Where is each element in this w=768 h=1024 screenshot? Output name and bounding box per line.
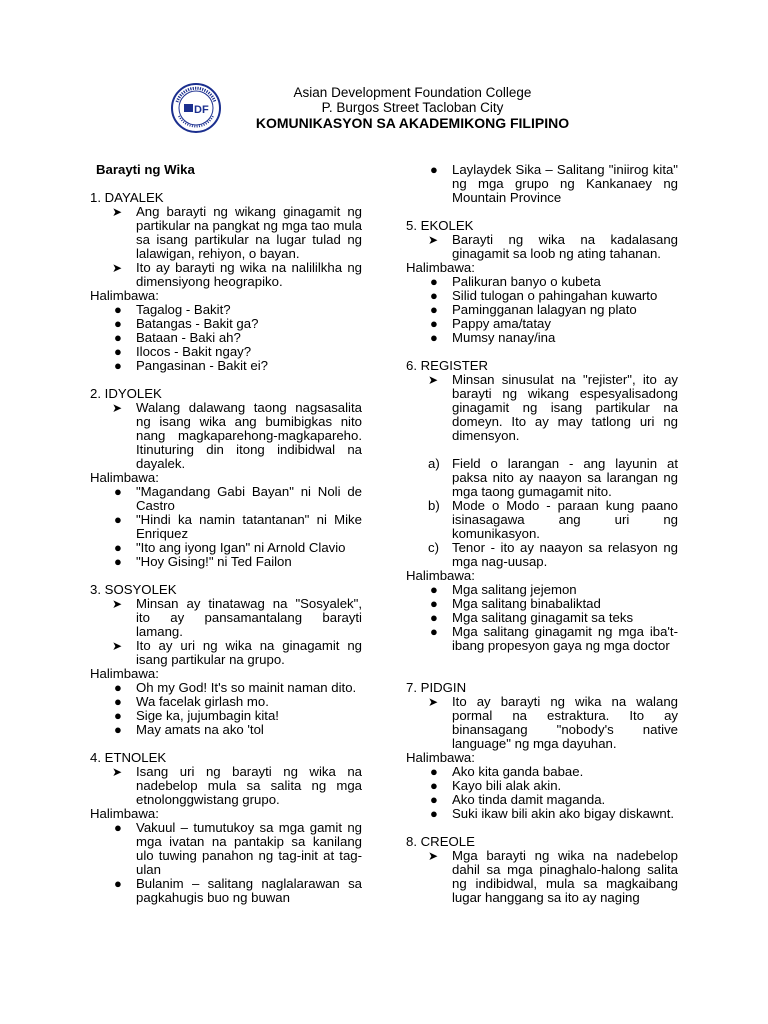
- bullet-icon: ●: [430, 596, 438, 611]
- definition-item: ➤ Barayti ng wika na kadalasang ginagamit sa loob ng ating tahanan.: [428, 232, 678, 261]
- examples-label: Halimbawa:: [406, 260, 475, 275]
- section-dayalek: [90, 191, 362, 373]
- bullet-icon: ●: [430, 792, 438, 807]
- example-item: ● "Ito ang iyong Igan" ni Arnold Clavio: [114, 540, 346, 555]
- definition-list: [90, 205, 362, 289]
- bullet-icon: ●: [430, 330, 438, 345]
- bullet-icon: ●: [114, 694, 122, 709]
- examples-list: [406, 765, 678, 821]
- examples-list: [406, 583, 678, 653]
- left-column: [90, 163, 362, 905]
- document-header: [230, 85, 595, 131]
- examples-label: Halimbawa:: [90, 666, 159, 681]
- definition-item: ➤ Ito ay barayti ng wika na nalililkha ng dimensiyong heograpiko.: [112, 260, 362, 289]
- arrow-bullet-icon: ➤: [112, 597, 123, 611]
- college-name: Asian Development Foundation College: [293, 85, 532, 100]
- definition-list: [406, 373, 678, 443]
- section-title: 2. IDYOLEK: [90, 386, 162, 401]
- examples-label: Halimbawa:: [90, 288, 159, 303]
- dimensions-list: [406, 457, 678, 569]
- example-item: ● Pappy ama/tatay: [430, 316, 551, 331]
- arrow-bullet-icon: ➤: [112, 401, 123, 415]
- definition-item: ➤ Walang dalawang taong nagsasalita ng isang wika ang bumibigkas nito nang magkaparehong-magkapareho. Itinuturing din itong indibidwal na dayalek.: [112, 400, 362, 471]
- example-item: ● Bataan - Baki ah?: [114, 330, 241, 345]
- svg-text:DF: DF: [194, 104, 209, 116]
- section-idyolek: [90, 387, 362, 569]
- example-item: ● Ilocos - Bakit ngay?: [114, 344, 252, 359]
- bullet-icon: ●: [430, 610, 438, 625]
- bullet-icon: ●: [114, 540, 122, 555]
- example-item: ● Bulanim – salitang naglalarawan sa pagkahugis buo ng buwan: [114, 876, 362, 905]
- example-item: ● Mga salitang ginagamit ng mga iba't-ibang propesyon gaya ng mga doctor: [430, 624, 678, 653]
- bullet-icon: ●: [114, 820, 122, 835]
- example-item: ● Mga salitang ginagamit sa teks: [430, 610, 634, 625]
- bullet-icon: ●: [430, 806, 438, 821]
- bullet-icon: ●: [430, 764, 438, 779]
- example-item: ● Palikuran banyo o kubeta: [430, 274, 601, 289]
- bullet-icon: ●: [114, 722, 122, 737]
- example-item: ● Ako kita ganda babae.: [430, 764, 584, 779]
- definition-item: ➤ Minsan ay tinatawag na "Sosyalek", ito ay pansamantalang barayti lamang.: [112, 596, 362, 639]
- bullet-icon: ●: [114, 316, 122, 331]
- bullet-icon: ●: [114, 708, 122, 723]
- section-creole: [406, 835, 678, 905]
- examples-label: Halimbawa:: [406, 750, 475, 765]
- college-seal-logo: [170, 82, 222, 134]
- examples-label: Halimbawa:: [90, 806, 159, 821]
- definition-item: ➤ Mga barayti ng wika na nadebelop dahil sa mga pinaghalo-halong salita ng indibidwal, mula sa magkaibang lugar hanggang sa ito ay naging: [428, 848, 678, 905]
- right-column: [406, 163, 678, 905]
- example-item: ● Kayo bili alak akin.: [430, 778, 562, 793]
- bullet-icon: ●: [114, 358, 122, 373]
- bullet-icon: ●: [430, 624, 438, 639]
- arrow-bullet-icon: ➤: [112, 639, 123, 653]
- examples-list: [90, 681, 362, 737]
- section-pidgin: [406, 681, 678, 821]
- college-address: P. Burgos Street Tacloban City: [321, 100, 504, 115]
- dimension-item: c) Tenor - ito ay naayon sa relasyon ng mga nag-uusap.: [428, 540, 678, 569]
- bullet-icon: ●: [430, 288, 438, 303]
- example-item: ● Suki ikaw bili akin ako bigay diskawnt.: [430, 806, 675, 821]
- example-item: ● Pamingganan lalagyan ng plato: [430, 302, 637, 317]
- example-item: ● Mga salitang jejemon: [430, 582, 577, 597]
- section-ekolek: [406, 219, 678, 345]
- example-item: ● "Magandang Gabi Bayan" ni Noli de Castro: [114, 484, 362, 513]
- section-title: 1. DAYALEK: [90, 190, 164, 205]
- definition-item: ➤ Ito ay uri ng wika na ginagamit ng isang partikular na grupo.: [112, 638, 362, 667]
- bullet-icon: ●: [114, 330, 122, 345]
- example-item: ● "Hoy Gising!" ni Ted Failon: [114, 554, 292, 569]
- section-title: 6. REGISTER: [406, 358, 489, 373]
- dimension-item: a) Field o larangan - ang layunin at paksa nito ay naayon sa larangan ng mga taong gumagamit nito.: [428, 456, 678, 499]
- examples-label: Halimbawa:: [406, 568, 475, 583]
- arrow-bullet-icon: ➤: [428, 849, 439, 863]
- example-item: ● Oh my God! It's so mainit naman dito.: [114, 680, 357, 695]
- definition-list: [90, 401, 362, 471]
- bullet-icon: ●: [114, 680, 122, 695]
- example-item: ● "Hindi ka namin tatantanan" ni Mike Enriquez: [114, 512, 362, 541]
- examples-list: [90, 821, 362, 905]
- bullet-icon: ●: [430, 582, 438, 597]
- definition-list: [90, 597, 362, 667]
- section-etnolek-continued: [406, 163, 678, 205]
- examples-list: [406, 275, 678, 345]
- section-title: 5. EKOLEK: [406, 218, 474, 233]
- arrow-bullet-icon: ➤: [112, 765, 123, 779]
- arrow-bullet-icon: ➤: [112, 261, 123, 275]
- example-item: ● Tagalog - Bakit?: [114, 302, 231, 317]
- arrow-bullet-icon: ➤: [112, 205, 123, 219]
- bullet-icon: ●: [114, 512, 122, 527]
- document-title: Barayti ng Wika: [96, 162, 195, 177]
- section-register: [406, 359, 678, 653]
- arrow-bullet-icon: ➤: [428, 373, 439, 387]
- section-sosyolek: [90, 583, 362, 737]
- examples-list: [406, 163, 678, 205]
- section-title: 4. ETNOLEK: [90, 750, 167, 765]
- arrow-bullet-icon: ➤: [428, 233, 439, 247]
- example-item: ● Mumsy nanay/ina: [430, 330, 556, 345]
- examples-label: Halimbawa:: [90, 470, 159, 485]
- bullet-icon: ●: [114, 876, 122, 891]
- example-item: ● Vakuul – tumutukoy sa mga gamit ng mga ivatan na pantakip sa kanilang ulo tuwing panahon ng tag-init at tag-ulan: [114, 820, 362, 877]
- example-item: ● Laylaydek Sika – Salitang "iniirog kita" ng mga grupo ng Kankanaey ng Mountain Province: [430, 162, 678, 205]
- example-item: ● Pangasinan - Bakit ei?: [114, 358, 268, 373]
- section-title: 8. CREOLE: [406, 834, 475, 849]
- examples-list: [90, 303, 362, 373]
- example-item: ● Wa facelak girlash mo.: [114, 694, 269, 709]
- bullet-icon: ●: [114, 484, 122, 499]
- bullet-icon: ●: [430, 162, 438, 177]
- section-title: 7. PIDGIN: [406, 680, 467, 695]
- example-item: ● Batangas - Bakit ga?: [114, 316, 259, 331]
- example-item: ● Silid tulogan o pahingahan kuwarto: [430, 288, 658, 303]
- examples-list: [90, 485, 362, 569]
- example-item: ● Mga salitang binabaliktad: [430, 596, 601, 611]
- arrow-bullet-icon: ➤: [428, 695, 439, 709]
- section-title: 3. SOSYOLEK: [90, 582, 177, 597]
- bullet-icon: ●: [114, 554, 122, 569]
- dimension-item: b) Mode o Modo - paraan kung paano isinasagawa ang uri ng komunikasyon.: [428, 498, 678, 541]
- bullet-icon: ●: [430, 302, 438, 317]
- definition-item: ➤ Isang uri ng barayti ng wika na nadebelop mula sa salita ng mga etnolonggwistang grupo.: [112, 764, 362, 807]
- definition-item: ➤ Ito ay barayti ng wika na walang pormal na estraktura. Ito ay binansagang "nobody's native language" ng mga dayuhan.: [428, 694, 678, 751]
- definition-list: [90, 765, 362, 807]
- bullet-icon: ●: [430, 274, 438, 289]
- definition-list: [406, 849, 678, 905]
- example-item: ● Ako tinda damit maganda.: [430, 792, 606, 807]
- definition-item: ➤ Ang barayti ng wikang ginagamit ng partikular na pangkat ng mga tao mula sa isang partikular na lugar tulad ng lalawigan, rehiyon, o bayan.: [112, 204, 362, 261]
- course-title: KOMUNIKASYON SA AKADEMIKONG FILIPINO: [255, 115, 570, 131]
- bullet-icon: ●: [430, 316, 438, 331]
- bullet-icon: ●: [114, 302, 122, 317]
- example-item: ● Sige ka, jujumbagin kita!: [114, 708, 279, 723]
- section-etnolek: [90, 751, 362, 905]
- definition-list: [406, 695, 678, 751]
- bullet-icon: ●: [114, 344, 122, 359]
- definition-item: ➤ Minsan sinusulat na "rejister", ito ay barayti ng wikang espesyalisadong ginagamit ng isang partikular na domeyn. Ito ay may tatlong uri ng dimensyon.: [428, 372, 678, 443]
- bullet-icon: ●: [430, 778, 438, 793]
- definition-list: [406, 233, 678, 261]
- example-item: ● May amats na ako 'tol: [114, 722, 264, 737]
